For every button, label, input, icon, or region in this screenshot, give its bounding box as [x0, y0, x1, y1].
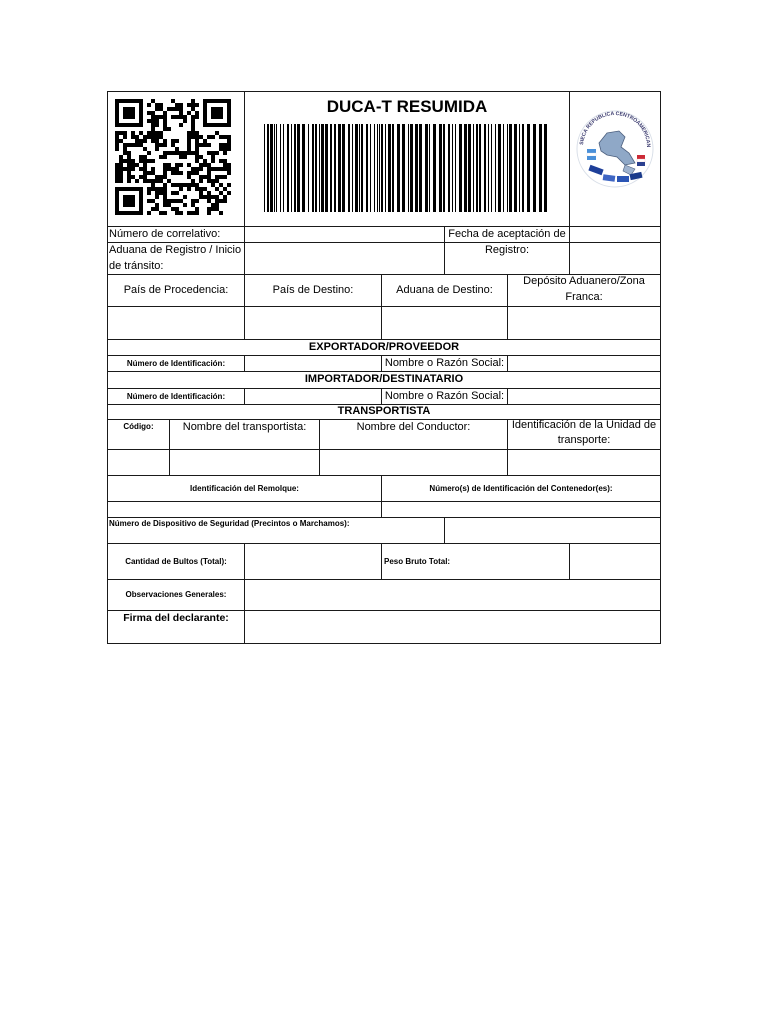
- remolque-label: Identificación del Remolque:: [190, 483, 299, 493]
- codigo-field[interactable]: [108, 450, 169, 475]
- importador-numero-id-label: Número de Identificación:: [126, 391, 226, 401]
- border-top: [107, 91, 661, 92]
- fecha-aceptacion-label-2: Registro:: [484, 243, 530, 256]
- transportista-heading: TRANSPORTISTA: [337, 404, 431, 417]
- pais-destino-label: País de Destino:: [272, 283, 354, 296]
- codigo-label: Código:: [123, 422, 154, 431]
- exportador-nombre-label: Nombre o Razón Social:: [384, 356, 505, 369]
- deposito-label-1: Depósito Aduanero/Zona: [523, 275, 645, 288]
- aduana-destino-label: Aduana de Destino:: [396, 283, 493, 296]
- deposito-label-2: Franca:: [565, 291, 603, 304]
- dispositivo-seguridad-label: Número de Dispositivo de Seguridad (Precintos o Marchamos):: [109, 519, 350, 528]
- observaciones-field[interactable]: [245, 580, 660, 610]
- fecha-aceptacion-label-1: Fecha de aceptación de: [448, 227, 566, 240]
- contenedores-label: Número(s) de Identificación del Contenedor(es):: [429, 483, 613, 493]
- exportador-numero-id-label: Número de Identificación:: [126, 358, 226, 368]
- nombre-transportista-label: Nombre del transportista:: [182, 421, 307, 434]
- deposito-field[interactable]: [508, 307, 660, 339]
- numero-correlativo-label: Número de correlativo:: [109, 227, 221, 240]
- unidad-transporte-label-1: Identificación de la Unidad de: [511, 418, 657, 431]
- document-title: DUCA-T RESUMIDA: [326, 97, 488, 117]
- exportador-numero-id-field[interactable]: [245, 356, 381, 371]
- duca-t-form: [107, 91, 661, 644]
- numero-correlativo-field[interactable]: [245, 227, 444, 242]
- firma-field[interactable]: [245, 611, 660, 643]
- nombre-conductor-label: Nombre del Conductor:: [356, 421, 471, 434]
- nombre-conductor-field[interactable]: [320, 450, 507, 475]
- unidad-transporte-field[interactable]: [508, 450, 660, 475]
- contenedores-field[interactable]: [382, 502, 660, 517]
- qr-code-icon: [115, 99, 235, 217]
- fecha-aceptacion-field[interactable]: [570, 227, 660, 242]
- importador-numero-id-field[interactable]: [245, 389, 381, 404]
- seal-text: SIECA REPUBLICA CENTROAMERICAN: [579, 110, 652, 148]
- observaciones-label: Observaciones Generales:: [125, 590, 227, 599]
- border-bottom: [107, 643, 661, 644]
- aduana-registro-label-1: Aduana de Registro / Inicio: [109, 243, 242, 256]
- exportador-heading: EXPORTADOR/PROVEEDOR: [308, 340, 460, 353]
- central-america-seal-icon: [573, 103, 657, 195]
- pais-procedencia-label: País de Procedencia:: [123, 283, 229, 296]
- divider: [569, 91, 570, 274]
- unidad-transporte-label-2: transporte:: [557, 433, 611, 446]
- exportador-nombre-field[interactable]: [508, 356, 660, 371]
- cantidad-bultos-label: Cantidad de Bultos (Total):: [125, 556, 227, 566]
- importador-nombre-label: Nombre o Razón Social:: [384, 389, 505, 402]
- importador-nombre-field[interactable]: [508, 389, 660, 404]
- remolque-field[interactable]: [108, 502, 381, 517]
- border-right: [660, 91, 661, 644]
- cantidad-bultos-field[interactable]: [245, 544, 381, 579]
- firma-label: Firma del declarante:: [123, 612, 229, 625]
- pais-destino-field[interactable]: [245, 307, 381, 339]
- peso-bruto-label: Peso Bruto Total:: [384, 556, 451, 566]
- barcode-icon: [262, 124, 552, 214]
- importador-heading: IMPORTADOR/DESTINATARIO: [304, 373, 464, 386]
- aduana-destino-field[interactable]: [382, 307, 507, 339]
- nombre-transportista-field[interactable]: [170, 450, 319, 475]
- aduana-registro-label-2: de tránsito:: [109, 259, 164, 272]
- pais-procedencia-field[interactable]: [108, 307, 244, 339]
- dispositivo-seguridad-field[interactable]: [445, 518, 660, 543]
- peso-bruto-field[interactable]: [570, 544, 660, 579]
- aduana-registro-field[interactable]: [245, 243, 444, 274]
